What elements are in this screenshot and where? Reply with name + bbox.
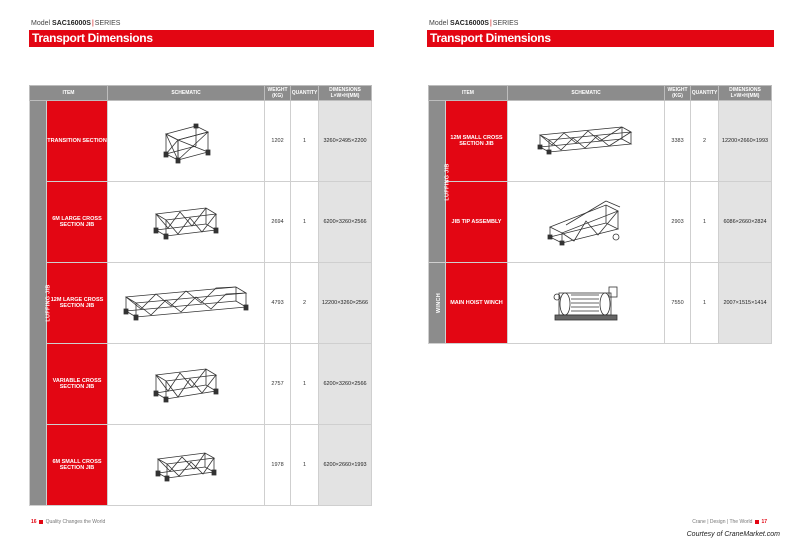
model-prefix: Model [429,20,449,27]
model-sep: | [91,20,94,27]
footer-right [692,519,767,525]
6m-large-jib-schematic-icon [108,182,265,263]
table-row [30,101,372,182]
quantity-value: 1 [291,344,319,425]
footer-left [31,519,105,525]
table-row [429,263,772,344]
weight-value: 2694 [265,182,291,263]
model-name: SAC16000S [450,20,489,27]
model-suffix: SERIES [492,20,519,27]
quantity-value: 1 [691,263,719,344]
12m-large-jib-schematic-icon [108,263,265,344]
dimensions-value: 3260×2495×2200 [319,101,372,182]
6m-small-jib-schematic-icon [108,425,265,506]
item-name: TRANSITION SECTION [47,101,108,182]
page-title: Transport Dimensions [29,30,374,47]
model-line [31,20,120,27]
dimensions-value: 6200×3260×2566 [319,344,372,425]
header-schematic: SCHEMATIC [108,86,265,101]
table-row [429,101,772,182]
item-name: 12M SMALL CROSS SECTION JIB [446,101,508,182]
item-name: JIB TIP ASSEMBLY [446,182,508,263]
model-name: SAC16000S [52,20,91,27]
right-page [400,0,800,543]
weight-value: 1978 [265,425,291,506]
dimensions-value: 6086×2660×2824 [719,182,772,263]
dimensions-value: 12200×3260×2566 [319,263,372,344]
credit-text: Courtesy of CraneMarket.com [686,531,780,538]
item-name: 6M SMALL CROSS SECTION JIB [47,425,108,506]
header-quantity: QUANTITY [691,86,719,101]
item-name: VARIABLE CROSS SECTION JIB [47,344,108,425]
dimensions-value: 6200×3260×2566 [319,182,372,263]
weight-value: 1202 [265,101,291,182]
transport-table-right [428,85,772,344]
model-line [429,20,518,27]
page-title: Transport Dimensions [427,30,774,47]
table-row [30,344,372,425]
model-prefix: Model [31,20,51,27]
page-number: 16 [31,519,37,525]
item-name: 6M LARGE CROSS SECTION JIB [47,182,108,263]
quantity-value: 1 [291,425,319,506]
weight-value: 2757 [265,344,291,425]
dimensions-value: 2007×1515×1414 [719,263,772,344]
page-number: 17 [761,519,767,525]
table-row [30,425,372,506]
model-suffix: SERIES [94,20,121,27]
footer-text: Quality Changes the World [45,519,106,525]
12m-small-jib-schematic-icon [508,101,665,182]
header-quantity: QUANTITY [291,86,319,101]
variable-jib-schematic-icon [108,344,265,425]
quantity-value: 1 [291,182,319,263]
header-item: ITEM [30,86,108,101]
header-weight: WEIGHT (KG) [265,86,291,101]
table-row [30,263,372,344]
winch-schematic-icon [508,263,665,344]
weight-value: 7550 [665,263,691,344]
quantity-value: 2 [291,263,319,344]
table-row [429,182,772,263]
table-row [30,182,372,263]
transport-table-left [29,85,372,506]
quantity-value: 1 [691,182,719,263]
dimensions-value: 12200×2660×1993 [719,101,772,182]
footer-text: Crane | Design | The World [692,519,753,525]
header-weight: WEIGHT (KG) [665,86,691,101]
red-square-icon [39,520,43,524]
transition-section-schematic-icon [108,101,265,182]
red-square-icon [755,520,759,524]
item-name: MAIN HOIST WINCH [446,263,508,344]
item-name: 12M LARGE CROSS SECTION JIB [47,263,108,344]
group-luffing-jib: LUFFING JIB [30,101,47,506]
dimensions-value: 6200×2660×1993 [319,425,372,506]
header-dimensions: DIMENSIONS L×W×H(MM) [719,86,772,101]
group-winch: WINCH [429,263,446,344]
weight-value: 3383 [665,101,691,182]
quantity-value: 1 [291,101,319,182]
header-dimensions: DIMENSIONS L×W×H(MM) [319,86,372,101]
jib-tip-schematic-icon [508,182,665,263]
quantity-value: 2 [691,101,719,182]
group-luffing-jib: LUFFING JIB [429,101,446,263]
header-item: ITEM [429,86,508,101]
header-schematic: SCHEMATIC [508,86,665,101]
weight-value: 2903 [665,182,691,263]
model-sep: | [489,20,492,27]
weight-value: 4793 [265,263,291,344]
